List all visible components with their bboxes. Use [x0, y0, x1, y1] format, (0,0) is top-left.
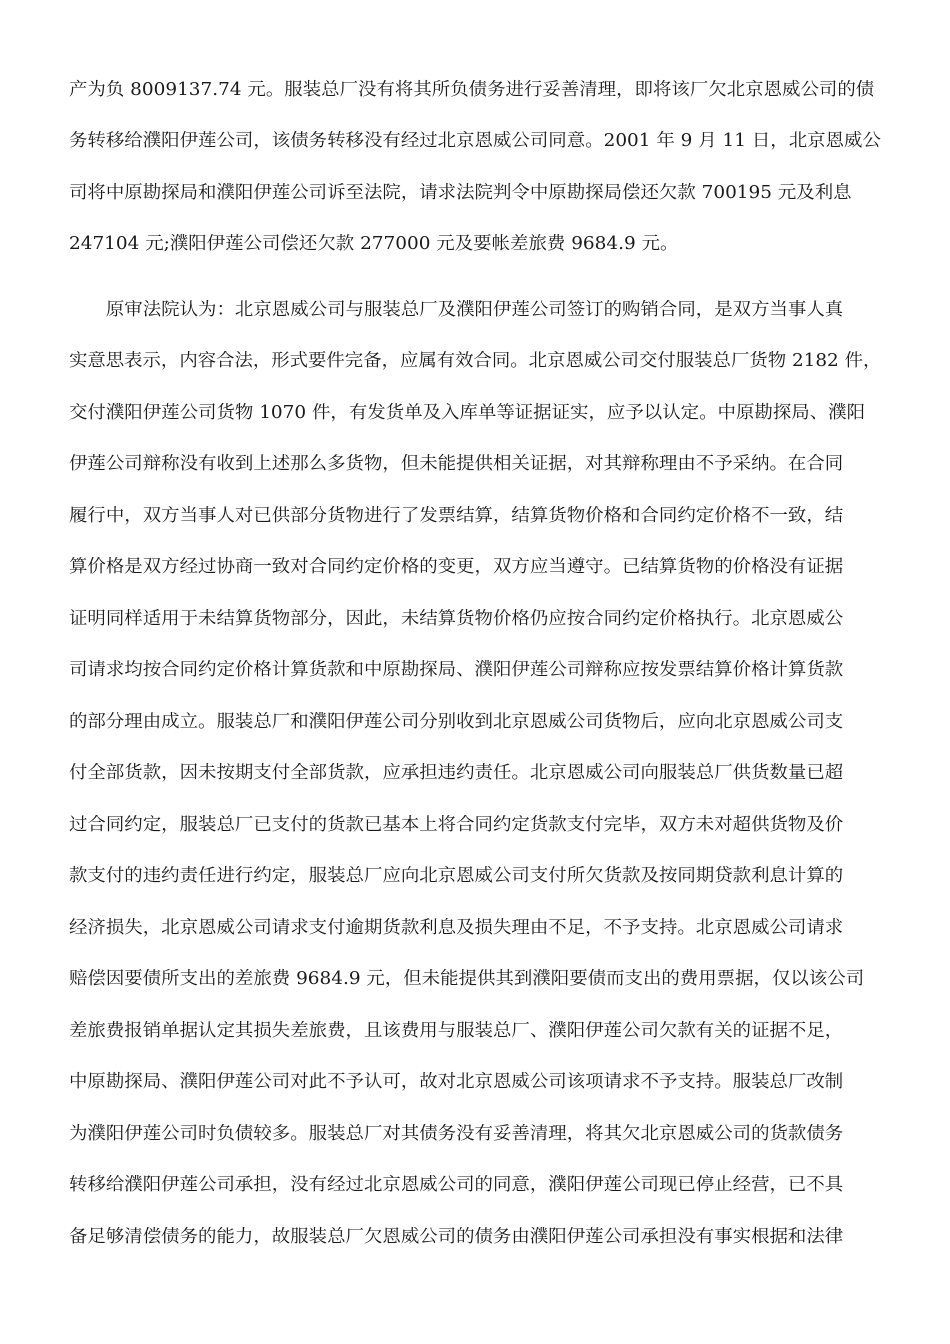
text-line: 备足够清偿债务的能力，故服装总厂欠恩威公司的债务由濮阳伊莲公司承担没有事实根据和法律 — [69, 1227, 844, 1247]
text-line: 经济损失，北京恩威公司请求支付逾期货款利息及损失理由不足，不予支持。北京恩威公司请求 — [69, 918, 844, 938]
text-line: 算价格是双方经过协商一致对合同约定价格的变更，双方应当遵守。已结算货物的价格没有证据 — [69, 557, 844, 577]
text-line: 中原勘探局、濮阳伊莲公司对此不予认可，故对北京恩威公司该项请求不予支持。服装总厂改制 — [69, 1072, 844, 1092]
text-line: 付全部货款，因未按期支付全部货款，应承担违约责任。北京恩威公司向服装总厂供货数量已超 — [69, 763, 844, 783]
text-line: 司将中原勘探局和濮阳伊莲公司诉至法院，请求法院判令中原勘探局偿还欠款 700195 元及利息 — [69, 183, 852, 203]
text-line: 交付濮阳伊莲公司货物 1070 件，有发货单及入库单等证据证实，应予以认定。中原勘探局、濮阳 — [69, 403, 866, 423]
text-line: 证明同样适用于未结算货物部分，因此，未结算货物价格仍应按合同约定价格执行。北京恩威公 — [69, 609, 844, 629]
text-line: 款支付的违约责任进行约定，服装总厂应向北京恩威公司支付所欠货款及按同期贷款利息计算的 — [69, 866, 844, 886]
text-line: 伊莲公司辩称没有收到上述那么多货物，但未能提供相关证据，对其辩称理由不予采纳。在合同 — [69, 454, 844, 474]
text-line: 务转移给濮阳伊莲公司，该债务转移没有经过北京恩威公司同意。2001 年 9 月 11 日，北京恩威公 — [69, 131, 881, 151]
text-line: 过合同约定，服装总厂已支付的货款已基本上将合同约定货款支付完毕，双方未对超供货物及价 — [69, 815, 844, 835]
text-line: 原审法院认为：北京恩威公司与服装总厂及濮阳伊莲公司签订的购销合同，是双方当事人真 — [69, 300, 844, 320]
text-line: 赔偿因要债所支出的差旅费 9684.9 元，但未能提供其到濮阳要债而支出的费用票据，仅以该公司 — [69, 969, 865, 989]
text-line: 247104 元;濮阳伊莲公司偿还欠款 277000 元及要帐差旅费 9684.9 元。 — [69, 234, 679, 254]
text-line: 履行中，双方当事人对已供部分货物进行了发票结算，结算货物价格和合同约定价格不一致，结 — [69, 506, 844, 526]
text-line: 为濮阳伊莲公司时负债较多。服装总厂对其债务没有妥善清理，将其欠北京恩威公司的货款债务 — [69, 1124, 844, 1144]
text-line: 实意思表示，内容合法，形式要件完备，应属有效合同。北京恩威公司交付服装总厂货物 2182 件， — [69, 351, 882, 371]
text-line: 差旅费报销单据认定其损失差旅费，且该费用与服装总厂、濮阳伊莲公司欠款有关的证据不足， — [69, 1021, 844, 1041]
text-line: 转移给濮阳伊莲公司承担，没有经过北京恩威公司的同意，濮阳伊莲公司现已停止经营，已不具 — [69, 1175, 844, 1195]
text-line: 的部分理由成立。服装总厂和濮阳伊莲公司分别收到北京恩威公司货物后，应向北京恩威公司支 — [69, 712, 844, 732]
text-line: 司请求均按合同约定价格计算货款和中原勘探局、濮阳伊莲公司辩称应按发票结算价格计算货款 — [69, 660, 844, 680]
text-line: 产为负 8009137.74 元。服装总厂没有将其所负债务进行妥善清理，即将该厂欠北京恩威公司的债 — [69, 80, 875, 100]
